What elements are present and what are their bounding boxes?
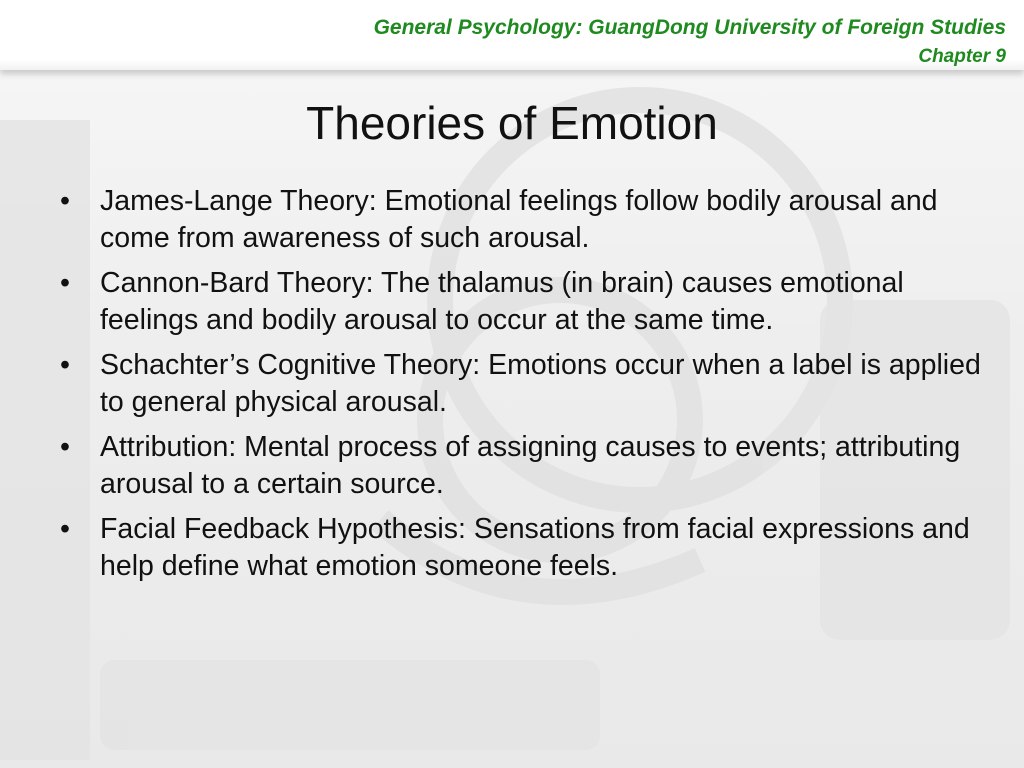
header-band (0, 0, 1024, 70)
bullet-text: Cannon-Bard Theory: The thalamus (in brain) causes emotional feelings and bodily arousal to occur at the same time. (100, 267, 904, 336)
bullet-text: Facial Feedback Hypothesis: Sensations from facial expressions and help define what emotion someone feels. (100, 513, 970, 582)
bullet-icon: • (60, 349, 70, 381)
bullet-icon: • (60, 513, 70, 545)
bullet-list (60, 183, 995, 593)
chapter-label: Chapter 9 (918, 46, 1006, 67)
course-title: General Psychology: GuangDong University of Foreign Studies (373, 16, 1006, 39)
bullet-icon: • (60, 267, 70, 299)
bullet-item (60, 347, 995, 421)
bullet-item (60, 183, 995, 257)
slide-title: Theories of Emotion (306, 97, 718, 149)
bullet-icon: • (60, 185, 70, 217)
bullet-icon: • (60, 431, 70, 463)
bullet-text: James-Lange Theory: Emotional feelings follow bodily arousal and come from awareness of such arousal. (100, 185, 938, 254)
bullet-item (60, 511, 995, 585)
bullet-item (60, 265, 995, 339)
bullet-text: Schachter’s Cognitive Theory: Emotions occur when a label is applied to general physical arousal. (100, 349, 981, 418)
bullet-item (60, 429, 995, 503)
bullet-text: Attribution: Mental process of assigning causes to events; attributing arousal to a certain source. (100, 431, 961, 500)
